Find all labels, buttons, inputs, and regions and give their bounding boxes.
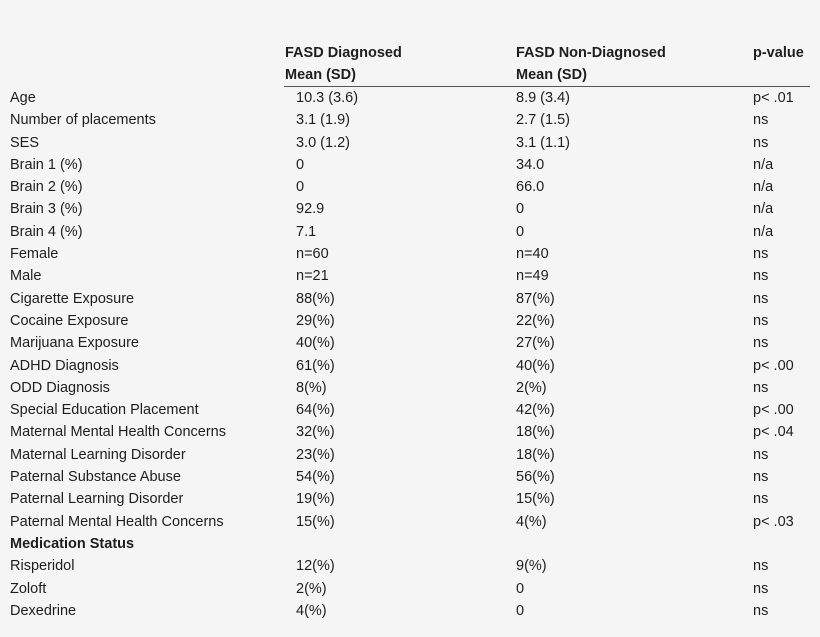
non-diagnosed-value: 18(%) (516, 446, 555, 463)
p-value: ns (753, 268, 769, 285)
row-label: Brain 4 (%) (10, 223, 83, 240)
row-label: Paternal Learning Disorder (10, 491, 184, 508)
header-fasd-non-diagnosed-subtitle: Mean (SD) (516, 67, 587, 83)
p-value: ns (753, 446, 769, 463)
diagnosed-value: 10.3 (3.6) (296, 90, 359, 106)
table-row (0, 488, 820, 510)
non-diagnosed-value: 3.1 (1.1) (516, 134, 570, 151)
p-value: p< .00 (753, 357, 794, 374)
p-value: n/a (753, 179, 774, 196)
p-value: p< .01 (753, 90, 794, 106)
row-label: Maternal Learning Disorder (10, 446, 186, 463)
diagnosed-value: 19(%) (296, 491, 335, 508)
section-header-row (0, 533, 820, 555)
non-diagnosed-value: 2.7 (1.5) (516, 112, 570, 129)
row-label: ADHD Diagnosis (10, 357, 119, 374)
p-value: ns (753, 379, 769, 396)
table-body (0, 87, 820, 622)
diagnosed-value: 12(%) (296, 558, 335, 575)
diagnosed-value: n=60 (296, 246, 329, 263)
row-label: Maternal Mental Health Concerns (10, 424, 226, 441)
header-fasd-diagnosed (285, 42, 402, 86)
p-value: ns (753, 580, 769, 597)
p-value: ns (753, 491, 769, 508)
row-label: Male (10, 268, 42, 285)
diagnosed-value: 88(%) (296, 290, 335, 307)
row-label: Special Education Placement (10, 402, 199, 419)
row-label: Female (10, 246, 59, 263)
table-row (0, 310, 820, 332)
diagnosed-value: 8(%) (296, 379, 327, 396)
row-label: Risperidol (10, 558, 75, 575)
non-diagnosed-value: 56(%) (516, 469, 555, 486)
non-diagnosed-value: 15(%) (516, 491, 555, 508)
non-diagnosed-value: 0 (516, 201, 525, 218)
non-diagnosed-value: 40(%) (516, 357, 555, 374)
diagnosed-value: 3.1 (1.9) (296, 112, 350, 129)
table-row (0, 377, 820, 399)
p-value: p< .04 (753, 424, 794, 441)
table-row (0, 154, 820, 176)
table-row (0, 511, 820, 533)
row-label: SES (10, 134, 40, 151)
diagnosed-value: 61(%) (296, 357, 335, 374)
non-diagnosed-value: n=49 (516, 268, 549, 285)
diagnosed-value: 54(%) (296, 469, 335, 486)
table-row (0, 176, 820, 198)
non-diagnosed-value: 27(%) (516, 335, 555, 352)
table-row (0, 132, 820, 154)
p-value: p< .00 (753, 402, 794, 419)
row-label: Cigarette Exposure (10, 290, 135, 307)
p-value: n/a (753, 223, 774, 240)
row-label: ODD Diagnosis (10, 379, 110, 396)
header-p-value: p-value (753, 45, 804, 61)
header-fasd-diagnosed-title: FASD Diagnosed (285, 45, 402, 61)
row-label: Age (10, 90, 36, 106)
non-diagnosed-value: n=40 (516, 246, 549, 263)
table-row (0, 109, 820, 131)
p-value: ns (753, 558, 769, 575)
non-diagnosed-value: 0 (516, 602, 525, 619)
non-diagnosed-value: 87(%) (516, 290, 555, 307)
diagnosed-value: 2(%) (296, 580, 327, 597)
table-header (0, 42, 820, 86)
table-row (0, 355, 820, 377)
p-value: ns (753, 335, 769, 352)
non-diagnosed-value: 4(%) (516, 513, 547, 530)
table-row (0, 221, 820, 243)
diagnosed-value: 0 (296, 179, 305, 196)
table-row (0, 399, 820, 421)
row-label: Cocaine Exposure (10, 312, 129, 329)
table-row (0, 600, 820, 622)
p-value: ns (753, 112, 769, 129)
non-diagnosed-value: 8.9 (3.4) (516, 90, 570, 106)
p-value: ns (753, 312, 769, 329)
row-label: Brain 1 (%) (10, 156, 83, 173)
row-label: Paternal Mental Health Concerns (10, 513, 224, 530)
table-row (0, 87, 820, 109)
row-label: Zoloft (10, 580, 47, 597)
diagnosed-value: 64(%) (296, 402, 335, 419)
diagnosed-value: 15(%) (296, 513, 335, 530)
diagnosed-value: n=21 (296, 268, 329, 285)
header-fasd-diagnosed-subtitle: Mean (SD) (285, 67, 356, 83)
non-diagnosed-value: 18(%) (516, 424, 555, 441)
header-fasd-non-diagnosed (516, 42, 666, 86)
header-fasd-non-diagnosed-title: FASD Non-Diagnosed (516, 45, 666, 61)
p-value: p< .03 (753, 513, 794, 530)
row-label: Dexedrine (10, 602, 77, 619)
table-row (0, 198, 820, 220)
diagnosed-value: 3.0 (1.2) (296, 134, 350, 151)
diagnosed-value: 4(%) (296, 602, 327, 619)
diagnosed-value: 32(%) (296, 424, 335, 441)
row-label: Marijuana Exposure (10, 335, 139, 352)
non-diagnosed-value: 2(%) (516, 379, 547, 396)
p-value: ns (753, 290, 769, 307)
table-row (0, 444, 820, 466)
table-row (0, 466, 820, 488)
row-label: Brain 2 (%) (10, 179, 83, 196)
row-label: Brain 3 (%) (10, 201, 83, 218)
diagnosed-value: 23(%) (296, 446, 335, 463)
p-value: ns (753, 134, 769, 151)
diagnosed-value: 29(%) (296, 312, 335, 329)
p-value: ns (753, 469, 769, 486)
non-diagnosed-value: 42(%) (516, 402, 555, 419)
non-diagnosed-value: 22(%) (516, 312, 555, 329)
diagnosed-value: 92.9 (296, 201, 325, 218)
table-row (0, 288, 820, 310)
non-diagnosed-value: 0 (516, 580, 525, 597)
diagnosed-value: 40(%) (296, 335, 335, 352)
diagnosed-value: 0 (296, 156, 305, 173)
table-row (0, 555, 820, 577)
p-value: ns (753, 246, 769, 263)
diagnosed-value: 7.1 (296, 223, 317, 240)
non-diagnosed-value: 9(%) (516, 558, 547, 575)
non-diagnosed-value: 66.0 (516, 179, 545, 196)
table-row (0, 578, 820, 600)
p-value: ns (753, 602, 769, 619)
row-label: Paternal Substance Abuse (10, 469, 181, 486)
table-row (0, 421, 820, 443)
row-label: Medication Status (10, 535, 135, 552)
non-diagnosed-value: 0 (516, 223, 525, 240)
non-diagnosed-value: 34.0 (516, 156, 545, 173)
table-row (0, 332, 820, 354)
p-value: n/a (753, 156, 774, 173)
row-label: Number of placements (10, 112, 156, 129)
table-row (0, 265, 820, 287)
p-value: n/a (753, 201, 774, 218)
table-row (0, 243, 820, 265)
